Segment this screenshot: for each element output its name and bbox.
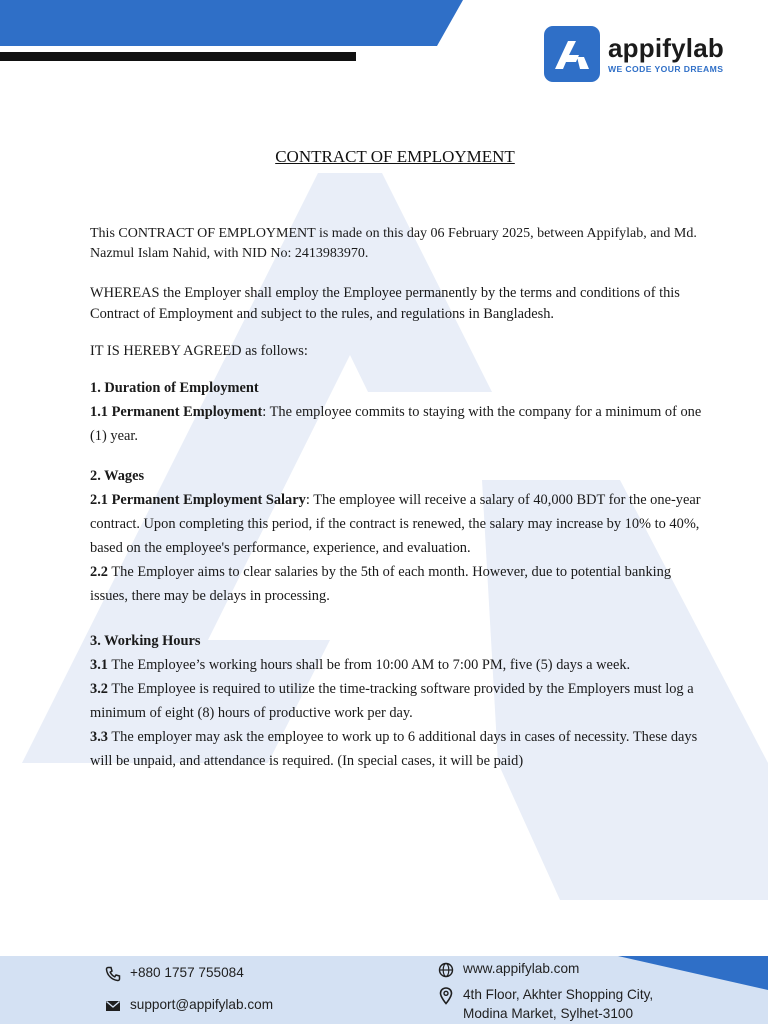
clause-label: 3.1	[90, 657, 108, 673]
phone-number: +880 1757 755084	[130, 965, 244, 980]
clause-label: 3.2	[90, 681, 108, 697]
clause-label: 3.3	[90, 729, 108, 745]
header-black-rule	[0, 52, 356, 61]
website-url: www.appifylab.com	[463, 961, 580, 976]
clause-text: The Employee is required to utilize the time-tracking software provided by the Employers must log a minimum of eight (8) hours of productive work per day.	[90, 681, 694, 721]
footer-address	[437, 985, 653, 1023]
clause-2-1: 2.1 Permanent Employment Salary: The employee will receive a salary of 40,000 BDT for the one-year contract. Upon completing this period, if the contract is renewed, the salary may increase by 10% to 40%, based on the employee's performance, experience, and evaluation.	[90, 492, 701, 556]
whereas-paragraph: WHEREAS the Employer shall employ the Employee permanently by the terms and conditions of this Contract of Employment and subject to the rules, and regulations in Bangladesh.	[90, 285, 680, 322]
footer-email[interactable]	[104, 997, 273, 1015]
company-logo	[544, 26, 724, 82]
logo-tagline: WE CODE YOUR DREAMS	[608, 64, 724, 74]
address-line-1: 4th Floor, Akhter Shopping City,	[463, 987, 654, 1002]
clause-1-1: 1.1 Permanent Employment: The employee commits to staying with the company for a minimum of one (1) year.	[90, 404, 702, 444]
intro-paragraph: This CONTRACT OF EMPLOYMENT is made on this day 06 February 2025, between Appifylab, and Md. Nazmul Islam Nahid, with NID No: 2413983970.	[90, 226, 697, 261]
email-address: support@appifylab.com	[130, 997, 274, 1012]
address-line-2: Modina Market, Sylhet-3100	[463, 1006, 634, 1021]
email-icon	[104, 997, 122, 1015]
clause-text: The Employer aims to clear salaries by the 5th of each month. However, due to potential banking issues, there may be delays in processing.	[90, 564, 672, 604]
location-pin-icon	[437, 987, 455, 1005]
clause-label: 1.1 Permanent Employment	[90, 404, 263, 420]
clause-3-1	[90, 653, 705, 677]
footer-website[interactable]	[437, 961, 579, 979]
clause-3-2	[90, 677, 705, 725]
footer-phone[interactable]	[104, 965, 244, 983]
clause-text: The Employee’s working hours shall be from 10:00 AM to 7:00 PM, five (5) days a week.	[111, 657, 631, 673]
section-heading: 1. Duration of Employment	[90, 380, 259, 396]
globe-icon	[437, 961, 455, 979]
phone-icon	[104, 965, 122, 983]
clause-2-2	[90, 560, 705, 608]
clause-label: 2.2	[90, 564, 108, 580]
document-title: CONTRACT OF EMPLOYMENT	[275, 147, 515, 166]
logo-mark-icon	[544, 26, 600, 82]
page-footer	[0, 956, 768, 1024]
agreed-paragraph: IT IS HEREBY AGREED as follows:	[90, 343, 308, 359]
clause-text: The employee commits to staying with the company for a minimum of one (1) year.	[90, 404, 702, 444]
section-heading: 3. Working Hours	[90, 633, 201, 649]
document-body	[90, 224, 705, 773]
section-heading: 2. Wages	[90, 468, 145, 484]
clause-text: The employer may ask the employee to work up to 6 additional days in cases of necessity. These days will be unpaid, and attendance is required. (In special cases, it will be paid)	[90, 729, 698, 769]
clause-label: 2.1 Permanent Employment Salary	[90, 492, 306, 508]
clause-text: The employee will receive a salary of 40,000 BDT for the one-year contract. Upon completing this period, if the contract is renewed, the salary may increase by 10% to 40%, based on the employee's performance, experience, and evaluation.	[90, 492, 701, 556]
logo-name: appifylab	[608, 33, 724, 63]
clause-3-3	[90, 725, 705, 773]
